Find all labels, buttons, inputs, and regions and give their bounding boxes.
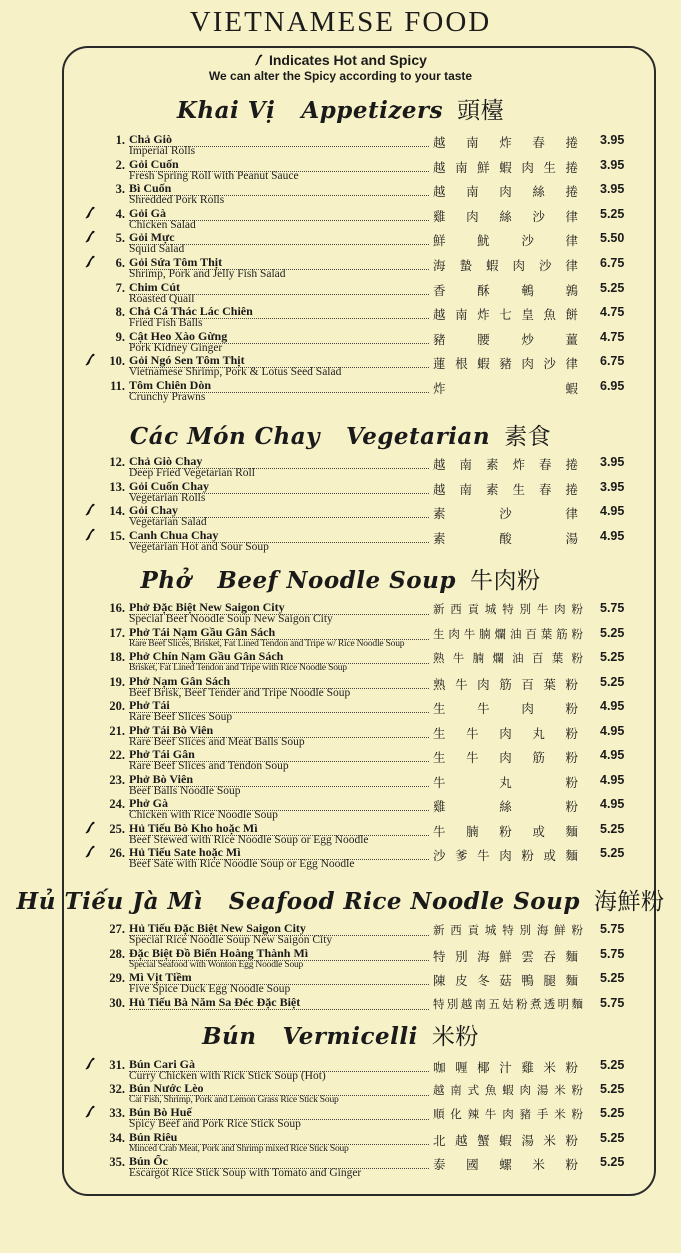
item-number: 35. <box>109 1154 125 1169</box>
item-name: Đặc Biệt Đồ Biển Hoàng Thành Mì <box>129 947 429 961</box>
item-chinese-name: 沙爹牛肉粉或麵 <box>433 848 583 863</box>
menu-item <box>0 231 681 257</box>
menu-item <box>0 846 681 872</box>
item-name: Bì Cuốn <box>129 182 429 196</box>
item-price: 3.95 <box>600 455 625 469</box>
item-description: Beef Balls Noodle Soup <box>129 784 241 797</box>
chili-pepper-icon <box>84 230 97 244</box>
menu-item <box>0 601 681 627</box>
item-number: 15. <box>109 528 125 543</box>
item-description: Deep Fried Vegetarian Roll <box>129 467 255 479</box>
chili-pepper-icon <box>84 845 97 859</box>
item-chinese-name: 生牛肉筋粉 <box>433 750 583 765</box>
item-chinese-name: 咖喱椰汁雞米粉 <box>433 1060 583 1075</box>
menu-item <box>0 480 681 506</box>
item-chinese-name: 雞絲粉 <box>433 799 583 814</box>
menu-item <box>0 529 681 555</box>
chili-pepper-icon <box>84 503 97 517</box>
section-title-vietnamese: Bún <box>202 1023 257 1050</box>
menu-item <box>0 1131 681 1157</box>
item-price: 5.25 <box>600 625 625 640</box>
item-chinese-name: 越南炸七皇魚餅 <box>433 307 583 323</box>
item-name: Gỏi Mực <box>129 231 429 245</box>
item-price: 5.50 <box>600 231 625 246</box>
item-number: 6. <box>115 256 125 270</box>
item-number: 5. <box>115 231 125 246</box>
item-description: Vietnamese Shrimp, Pork & Lotus Seed Salad <box>129 366 342 379</box>
item-description: Minced Crab Meat, Pork and Shrimp mixed Rice Stick Soup <box>129 1143 349 1154</box>
item-name: Hủ Tiếu Bò Kho hoặc Mì <box>129 822 429 836</box>
item-description: Beef Brisk, Beef Tender and Tripe Noodle Soup <box>129 686 351 699</box>
menu-item <box>0 330 681 356</box>
item-chinese-name: 雞肉絲沙律 <box>433 208 583 224</box>
section-header <box>0 1018 681 1051</box>
item-price: 5.25 <box>600 1082 625 1097</box>
section-title-vietnamese: Các Món Chay <box>129 423 320 450</box>
item-price: 4.95 <box>600 504 625 518</box>
item-number: 4. <box>115 206 125 221</box>
menu-item <box>0 379 681 405</box>
menu-item <box>0 281 681 307</box>
item-name: Gỏi Sứa Tôm Thịt <box>129 256 429 270</box>
menu-item <box>0 133 681 159</box>
item-description: Rare Beef Slices Soup <box>129 711 233 723</box>
item-price: 4.95 <box>600 528 625 543</box>
item-number: 20. <box>109 699 125 713</box>
spicy-notice-text: Indicates Hot and Spicy <box>268 52 427 68</box>
item-name: Phở Nạm Gân Sách <box>129 675 429 689</box>
item-number: 21. <box>109 723 125 738</box>
item-number: 29. <box>109 971 125 985</box>
item-name: Gỏi Gà <box>129 207 429 221</box>
item-number: 25. <box>109 821 125 836</box>
item-number: 17. <box>109 625 125 640</box>
section-title-vietnamese: Phở <box>140 567 192 594</box>
item-description: Rare Beef Slices, Brisket, Fat Lined Tendon and Tripe w/ Rice Noodle Soup <box>129 638 405 649</box>
menu-item <box>0 699 681 725</box>
item-number: 22. <box>109 748 125 762</box>
item-price: 5.25 <box>600 280 625 295</box>
item-number: 8. <box>115 305 125 320</box>
item-chinese-name: 生牛肉丸粉 <box>433 725 583 741</box>
item-name: Phở Tái <box>129 699 429 713</box>
item-price: 3.95 <box>600 182 625 197</box>
item-price: 4.95 <box>600 748 625 762</box>
item-price: 5.25 <box>600 971 625 985</box>
item-number: 19. <box>109 674 125 689</box>
item-price: 4.95 <box>600 772 625 787</box>
item-number: 12. <box>109 455 125 469</box>
item-name: Phở Tái Bò Viên <box>129 724 429 738</box>
item-number: 23. <box>109 772 125 787</box>
section-title-english: Vermicelli <box>282 1023 418 1050</box>
item-chinese-name: 素沙律 <box>433 506 583 521</box>
item-name: Canh Chua Chay <box>129 529 429 543</box>
item-name: Bún Bò Huế <box>129 1106 429 1120</box>
item-price: 5.75 <box>600 946 625 961</box>
section-title-chinese: 海鮮粉 <box>593 889 665 915</box>
menu-item <box>0 947 681 973</box>
item-chinese-name: 越南素炸春捲 <box>433 457 583 472</box>
item-chinese-name: 越南炸春捲 <box>433 135 583 150</box>
item-chinese-name: 牛腩粉或麵 <box>433 823 583 839</box>
item-number: 14. <box>109 504 125 518</box>
item-price: 5.25 <box>600 206 625 221</box>
item-number: 16. <box>109 601 125 615</box>
chili-pepper-icon <box>84 255 97 269</box>
item-description: Beef Stewed with Rice Noodle Soup or Egg Noodle <box>129 833 369 846</box>
chili-pepper-icon <box>84 528 97 542</box>
item-name: Cật Heo Xào Gừng <box>129 330 429 344</box>
menu-item <box>0 207 681 233</box>
spicy-notice <box>0 52 681 68</box>
item-description: Vegetarian Hot and Sour Soup <box>129 540 269 553</box>
section-title-english: Appetizers <box>301 97 444 124</box>
menu-item <box>0 822 681 848</box>
item-price: 5.25 <box>600 674 625 689</box>
item-chinese-name: 炸蝦 <box>433 381 583 396</box>
item-chinese-name: 北越蟹蝦湯米粉 <box>433 1132 583 1148</box>
item-chinese-name: 越南式魚蝦肉湯米粉 <box>433 1083 583 1098</box>
item-description: Special Rice Noodle Soup New Saigon City <box>129 934 333 946</box>
item-description: Vegetarian Salad <box>129 516 207 528</box>
item-chinese-name: 豬腰炒薑 <box>433 331 583 347</box>
section-title-chinese: 牛肉粉 <box>469 568 541 594</box>
item-name: Chả Giò <box>129 133 429 147</box>
item-name: Chim Cút <box>129 281 429 295</box>
menu-item <box>0 971 681 997</box>
menu-item <box>0 305 681 331</box>
section-title-chinese: 頭檯 <box>457 98 505 124</box>
item-chinese-name: 香酥鵪鶉 <box>433 282 583 298</box>
chili-pepper-icon <box>84 353 97 367</box>
item-name: Gỏi Cuốn <box>129 158 429 172</box>
item-chinese-name: 生肉牛腩爛油百葉筋粉 <box>433 626 583 641</box>
item-name: Phở Chín Nạm Gầu Gân Sách <box>129 650 429 664</box>
item-number: 3. <box>115 182 125 197</box>
item-name: Hủ Tiếu Sate hoặc Mì <box>129 846 429 860</box>
item-number: 11. <box>110 379 125 393</box>
item-name: Phở Gà <box>129 797 429 811</box>
item-price: 4.95 <box>600 699 625 713</box>
menu-item <box>0 455 681 481</box>
item-name: Phở Tái Gân <box>129 748 429 762</box>
item-chinese-name: 素酸湯 <box>433 530 583 546</box>
item-description: Rare Beef Slices and Tendon Soup <box>129 760 289 772</box>
chili-pepper-icon <box>84 206 97 220</box>
item-description: Pork Kidney Ginger <box>129 341 223 354</box>
item-chinese-name: 特別海鮮雲吞麵 <box>433 948 583 964</box>
section-header <box>0 562 681 595</box>
item-description: Imperial Rolls <box>129 145 196 157</box>
item-name: Hủ Tiếu Bà Năm Sa Đéc Đặc Biệt <box>129 996 429 1010</box>
menu-item <box>0 922 681 948</box>
item-description: Vegetarian Rolls <box>129 491 206 504</box>
item-number: 7. <box>115 280 125 295</box>
item-description: Brisket, Fat Lined Tendon and Tripe with Rice Noodle Soup <box>129 663 347 673</box>
item-description: Squid Salad <box>129 243 185 256</box>
item-price: 3.95 <box>600 133 625 147</box>
item-name: Bún Cari Gà <box>129 1058 429 1072</box>
item-chinese-name: 新西貢城特別海鮮粉 <box>433 923 583 937</box>
section-header <box>0 418 681 451</box>
item-name: Phở Đặc Biệt New Saigon City <box>129 601 429 615</box>
item-name: Bún Riêu <box>129 1131 429 1145</box>
item-number: 31. <box>109 1058 125 1072</box>
chili-pepper-icon <box>84 821 97 835</box>
item-description: Fried Fish Balls <box>129 317 203 330</box>
item-chinese-name: 鮮魷沙律 <box>433 233 583 249</box>
chili-pepper-icon <box>84 1057 97 1071</box>
item-price: 5.75 <box>600 601 625 615</box>
item-description: Curry Chicken with Rick Stick Soup (Hot) <box>129 1070 326 1082</box>
item-price: 6.75 <box>600 354 625 369</box>
menu-item <box>0 182 681 208</box>
item-chinese-name: 熟牛腩爛油百葉粉 <box>433 651 583 665</box>
item-description: Shredded Pork Rolls <box>129 194 225 207</box>
menu-item <box>0 675 681 701</box>
item-description: Spicy Beef and Pork Rice Stick Soup <box>129 1118 301 1131</box>
menu-item <box>0 724 681 750</box>
item-chinese-name: 陳皮冬菇鴨腿麵 <box>433 973 583 988</box>
item-price: 4.95 <box>600 723 625 738</box>
item-price: 4.75 <box>600 305 625 320</box>
spicy-notice-sub: We can alter the Spicy according to your taste <box>208 69 473 83</box>
item-number: 30. <box>109 995 125 1010</box>
menu-item <box>0 626 681 652</box>
item-price: 4.95 <box>600 797 625 811</box>
item-price: 5.25 <box>600 1058 625 1072</box>
item-description: Chicken with Rice Noodle Soup <box>129 809 278 821</box>
section-title-chinese: 素食 <box>504 424 552 450</box>
menu-item <box>0 158 681 184</box>
chili-pepper-icon <box>84 1105 97 1119</box>
item-number: 10. <box>109 354 125 369</box>
chili-pepper-icon <box>254 54 265 66</box>
menu-item <box>0 773 681 799</box>
item-chinese-name: 生牛肉粉 <box>433 701 583 716</box>
menu-item <box>0 504 681 530</box>
page-title: VIETNAMESE FOOD <box>189 6 492 38</box>
item-name: Chả Cá Thác Lác Chiên <box>129 305 429 319</box>
item-name: Chả Giò Chay <box>129 455 429 469</box>
item-chinese-name: 特別越南五姑粉煮透明麵 <box>433 996 583 1011</box>
item-description: Shrimp, Pork and Jelly Fish Salad <box>129 268 286 280</box>
item-chinese-name: 越南鮮蝦肉生捲 <box>433 159 583 175</box>
item-chinese-name: 牛丸粉 <box>433 774 583 790</box>
item-number: 18. <box>109 650 125 664</box>
item-chinese-name: 泰國螺米粉 <box>433 1156 583 1172</box>
item-number: 2. <box>115 157 125 172</box>
item-number: 24. <box>109 797 125 811</box>
item-chinese-name: 越南素生春捲 <box>433 481 583 497</box>
section-title-vietnamese: Khai Vị <box>176 97 276 124</box>
item-number: 1. <box>115 133 125 147</box>
item-chinese-name: 蓮根蝦豬肉沙律 <box>433 356 583 372</box>
section-title-english: Beef Noodle Soup <box>217 567 456 594</box>
item-description: Five Spice Duck Egg Noodle Soup <box>129 983 291 995</box>
menu-item <box>0 1155 681 1181</box>
item-price: 5.75 <box>600 995 625 1010</box>
item-number: 26. <box>109 846 125 860</box>
item-chinese-name: 海蟄蝦肉沙律 <box>433 258 583 273</box>
item-name: Bún Ốc <box>129 1155 429 1169</box>
menu-item <box>0 1082 681 1108</box>
section-header <box>0 92 681 125</box>
item-price: 5.25 <box>600 1154 625 1169</box>
item-description: Cat Fish, Shrimp, Pork and Lemon Grass Rice Stick Soup <box>129 1095 339 1106</box>
item-description: Roasted Quail <box>129 292 195 305</box>
item-price: 3.95 <box>600 157 625 172</box>
item-number: 9. <box>115 329 125 344</box>
item-number: 27. <box>109 922 125 936</box>
section-header <box>0 883 681 916</box>
item-chinese-name: 順化辣牛肉豬手米粉 <box>433 1107 583 1122</box>
item-number: 34. <box>109 1130 125 1145</box>
item-number: 33. <box>109 1106 125 1121</box>
item-price: 5.25 <box>600 821 625 836</box>
item-price: 5.75 <box>600 922 625 936</box>
item-number: 28. <box>109 946 125 961</box>
item-price: 4.75 <box>600 329 625 344</box>
item-description: Crunchy Prawns <box>129 391 206 403</box>
section-title-chinese: 米粉 <box>431 1024 479 1050</box>
item-price: 5.25 <box>600 846 625 860</box>
item-price: 5.25 <box>600 1130 625 1145</box>
item-name: Hủ Tiếu Đặc Biệt New Saigon City <box>129 922 429 936</box>
item-name: Phở Bò Viên <box>129 773 429 787</box>
item-name: Tôm Chiên Dòn <box>129 379 429 393</box>
item-chinese-name: 越南肉絲捲 <box>433 184 583 200</box>
item-name: Gỏi Ngó Sen Tôm Thịt <box>129 354 429 368</box>
menu-item <box>0 256 681 282</box>
item-price: 5.25 <box>600 650 625 664</box>
item-name: Mì Vịt Tiềm <box>129 971 429 985</box>
item-price: 3.95 <box>600 479 625 494</box>
item-description: Fresh Spring Roll with Peanut Sauce <box>129 169 299 182</box>
item-name: Phở Tái Nạm Gầu Gân Sách <box>129 626 429 640</box>
item-price: 6.95 <box>600 379 625 393</box>
item-description: Rare Beef Slices and Meat Balls Soup <box>129 735 305 748</box>
item-number: 13. <box>109 479 125 494</box>
section-title-english: Vegetarian <box>345 423 491 450</box>
item-description: Special Seafood with Wonton Egg Noodle Soup <box>129 959 304 970</box>
item-description: Beef Sate with Rice Noodle Soup or Egg Noodle <box>129 858 355 870</box>
section-title-english: Seafood Rice Noodle Soup <box>228 888 580 915</box>
menu-item <box>0 1106 681 1132</box>
item-number: 32. <box>109 1082 125 1097</box>
item-name: Bún Nước Lèo <box>129 1082 429 1096</box>
menu-item <box>0 354 681 380</box>
item-name: Gỏi Chay <box>129 504 429 518</box>
item-chinese-name: 新西貢城特別牛肉粉 <box>433 602 583 616</box>
item-price: 5.25 <box>600 1106 625 1121</box>
item-description: Chicken Salad <box>129 218 196 231</box>
item-price: 6.75 <box>600 256 625 270</box>
item-chinese-name: 熟牛肉筋百葉粉 <box>433 676 583 692</box>
item-description: Escargot Rice Stick Soup with Tomato and Ginger <box>129 1166 362 1179</box>
menu-item <box>0 1058 681 1084</box>
section-title-vietnamese: Hủ Tiếu Jà Mì <box>16 888 203 915</box>
item-description: Special Beef Noodle Soup New Saigon City <box>129 613 333 625</box>
menu-item <box>0 748 681 774</box>
menu-item <box>0 797 681 823</box>
item-name: Gỏi Cuốn Chay <box>129 480 429 494</box>
menu-item <box>0 650 681 676</box>
